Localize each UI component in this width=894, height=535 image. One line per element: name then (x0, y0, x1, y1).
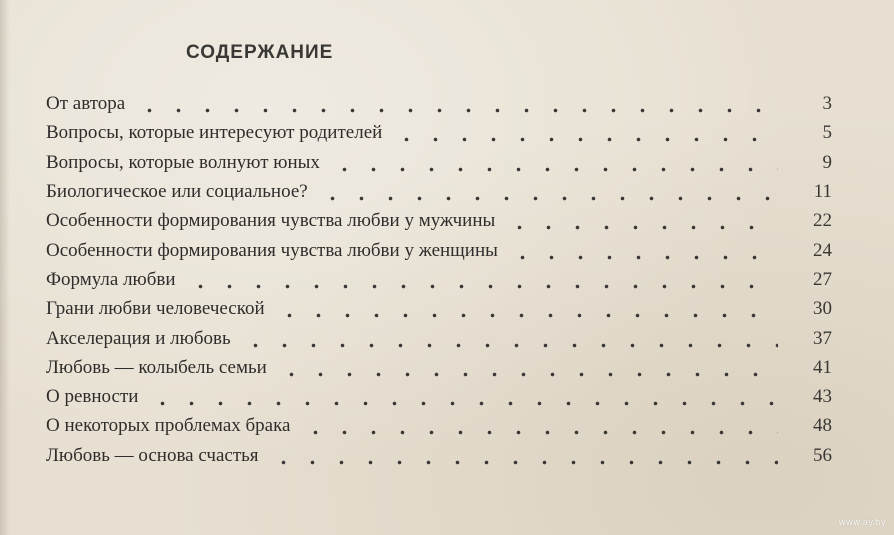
watermark: www.ay.by (838, 518, 886, 528)
toc-page-number: 5 (822, 122, 832, 144)
leader-dots (508, 255, 778, 260)
toc-page-number: 9 (822, 151, 832, 173)
toc-row (46, 206, 832, 235)
toc-row (46, 148, 832, 177)
toc-entry-label: Особенности формирования чувства любви у мужчины (46, 210, 496, 232)
toc-row (46, 89, 832, 118)
leader-dots (392, 137, 778, 142)
leader-dots (505, 225, 778, 230)
toc-row (46, 235, 832, 264)
toc-row (46, 382, 832, 411)
toc-entry-label: Грани любви человеческой (46, 298, 265, 320)
toc-page-number: 30 (813, 298, 832, 320)
toc-page-number: 43 (813, 386, 832, 408)
leader-dots (275, 313, 778, 318)
toc-page-number: 56 (813, 444, 832, 466)
toc-row (46, 441, 832, 470)
toc-entry-label: Особенности формирования чувства любви у женщины (46, 239, 498, 261)
table-of-contents (46, 89, 832, 470)
toc-page-number: 3 (822, 93, 832, 115)
toc-entry-label: Биологическое или социальное? (46, 181, 308, 203)
page-edge-shadow (0, 0, 10, 535)
toc-page-number: 24 (813, 239, 832, 261)
toc-entry-label: Формула любви (46, 268, 176, 290)
toc-entry-label: От автора (46, 93, 126, 115)
toc-page-number: 22 (813, 210, 832, 232)
page-title: СОДЕРЖАНИЕ (186, 42, 334, 63)
toc-entry-label: Вопросы, которые интересуют родителей (46, 122, 383, 144)
leader-dots (330, 167, 778, 172)
toc-row (46, 323, 832, 352)
toc-page-number: 11 (813, 181, 832, 203)
toc-page-number: 37 (813, 327, 832, 349)
toc-row (46, 411, 832, 440)
leader-dots (318, 196, 778, 201)
toc-row (46, 118, 832, 147)
leader-dots (148, 401, 778, 406)
toc-row (46, 294, 832, 323)
leader-dots (277, 372, 778, 377)
toc-entry-label: Любовь — основа счастья (46, 444, 259, 466)
toc-row (46, 177, 832, 206)
leader-dots (135, 108, 778, 113)
toc-row (46, 265, 832, 294)
leader-dots (269, 460, 778, 465)
toc-page-number: 48 (813, 415, 832, 437)
leader-dots (301, 430, 779, 435)
toc-row (46, 353, 832, 382)
toc-page-number: 27 (813, 268, 832, 290)
toc-entry-label: О ревности (46, 386, 139, 408)
leader-dots (186, 284, 778, 289)
toc-entry-label: О некоторых проблемах брака (46, 415, 291, 437)
toc-entry-label: Вопросы, которые волнуют юных (46, 151, 320, 173)
toc-page-number: 41 (813, 356, 832, 378)
toc-entry-label: Акселерация и любовь (46, 327, 231, 349)
toc-entry-label: Любовь — колыбель семьи (46, 356, 267, 378)
leader-dots (241, 343, 778, 348)
